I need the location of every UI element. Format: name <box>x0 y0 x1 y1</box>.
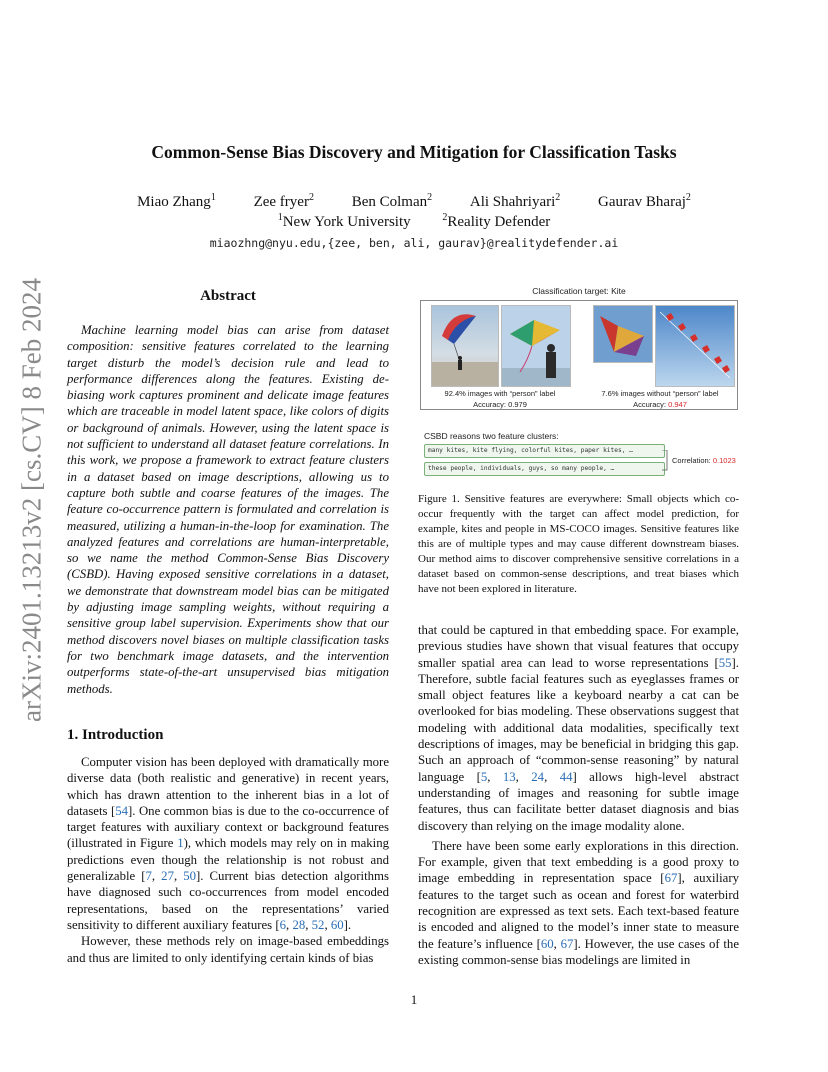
with-person-caption: 92.4% images with “person” label <box>444 389 556 398</box>
kite-person-photo <box>501 305 571 387</box>
citation-link[interactable]: 60 <box>330 917 344 932</box>
citation-link[interactable]: 24 <box>531 769 545 784</box>
author: Gaurav Bharaj$^2$ <box>598 192 691 210</box>
figure-link[interactable]: 1 <box>177 836 184 851</box>
figure-caption: Figure 1. Sensitive features are everywhere: Small objects which co-occur frequently with the target can affect model prediction, for example, kites and people in MS-COCO images. Sensitive features like this are of multiple types and may cause different downstream biases. Our method aims to discover comprehensive sensitive correlations in a dataset based on common-sense descriptions, and treat biases which have not been explored in literature. <box>418 493 739 595</box>
citation-link[interactable]: 6 <box>279 917 287 932</box>
paragraph: There have been some early explorations in this direction. For example, given that text embedding is a good proxy to image embedding in representation space [67], auxiliary features to the target such as ocean and forest for waterbird recognition are expressed as text sets. Each text-based feature is encoded and aligned to the model’s inner state to measure the feature’s influence [60, 67]. However, the use cases of the existing common-sense bias modelings are limited in <box>418 838 740 967</box>
citation-link[interactable]: 5 <box>480 769 488 784</box>
introduction-right-text <box>418 622 739 968</box>
citation-link[interactable]: 44 <box>559 769 573 784</box>
author: Zee fryer$^2$ <box>253 192 314 210</box>
citation-link[interactable]: 67 <box>560 936 574 951</box>
page-number: 1 <box>410 992 418 1007</box>
abstract-text: Machine learning model bias can arise from dataset composition: sensitive features correlated to the learning target disturb the model’s decision rule and lead to performance differences along the features. Existing de-biasing work captures prominent and delicate image features which are traceable in model latent space, like colors of digits or background of animals. However, using the latent space is not sufficient to understand all dataset feature correlations. In this work, we propose a framework to extract feature clusters in a dataset based on image descriptions, allowing us to capture both subtle and coarse features of the images. The feature co-occurrence pattern is formulated and correlation is measured, utilizing a human-in-the-loop for examination. The analyzed features and correlations are human-interpretable, so we name the method Common-Sense Bias Discovery (CSBD). Having exposed sensitive correlations in a dataset, we demonstrate that downstream model bias can be mitigated by adjusting image sampling weights, without requiring a sensitive group label supervision. Experiments show that our method discovers novel biases on multiple classification tasks for two benchmark image datasets, and the intervention outperforms state-of-the-art unsupervised bias mitigation methods. <box>67 323 389 696</box>
citation-link[interactable]: 67 <box>664 871 678 886</box>
citation-link[interactable]: 50 <box>183 869 197 884</box>
citation-link[interactable]: 52 <box>311 917 325 932</box>
citation-link[interactable]: 13 <box>502 769 516 784</box>
author-emails: miaozhng@nyu.edu,{zee, ben, ali, gaurav}@realitydefender.ai <box>209 236 619 250</box>
without-person-caption: 7.6% images without “person” label <box>601 389 719 398</box>
cluster-bracket <box>662 450 672 472</box>
citation-link[interactable]: 28 <box>292 917 306 932</box>
section-heading-introduction: 1. Introduction <box>67 727 164 743</box>
figure-example-panel <box>420 300 738 410</box>
citation-link[interactable]: 55 <box>718 655 732 670</box>
affiliation: $^2$Reality Defender <box>442 212 551 230</box>
citation-link[interactable]: 7 <box>145 869 152 884</box>
red-kite-photo <box>593 305 653 363</box>
figure-target-label: Classification target: Kite <box>532 286 626 296</box>
arxiv-identifier: arXiv:2401.13213v2 [cs.CV] 8 Feb 2024 <box>16 278 47 722</box>
paragraph: However, these methods rely on image-based embeddings and thus are limited to only identifying certain kinds of bias <box>67 934 389 965</box>
paragraph: Computer vision has been deployed with dramatically more diverse data (both realistic and generative) in recent years, which has drawn attention to the inherent bias in a lot of datasets [54]. One common bias is due to the co-occurrence of target features with auxiliary context or background features (illustrated in Figure 1), which models may rely on in making predictions even though the relationship is not robust and generalizable [7, 27, 50]. Current bias detection algorithms have diagnosed such co-occurrences from model encoded representations, based on the representations’ varied sensitivity to different auxiliary features [6, 28, 52, 60]. <box>67 755 389 932</box>
citation-link[interactable]: 60 <box>540 936 554 951</box>
paper-title: Common-Sense Bias Discovery and Mitigation for Classification Tasks <box>151 142 677 162</box>
feature-cluster-people: these people, individuals, guys, so many people, … <box>424 462 665 476</box>
author: Miao Zhang$^1$ <box>137 192 216 210</box>
kite-beach-photo <box>431 305 499 387</box>
figure-1 <box>418 286 740 476</box>
kite-string-photo <box>655 305 735 387</box>
author: Ben Colman$^2$ <box>351 192 433 210</box>
citation-link[interactable]: 27 <box>161 869 174 884</box>
correlation-value: Correlation: 0.1023 <box>672 456 736 465</box>
affiliations <box>0 214 828 231</box>
feature-cluster-kites: many kites, kite flying, colorful kites, paper kites, … <box>424 444 665 458</box>
without-person-accuracy: Accuracy: 0.947 <box>633 400 687 409</box>
citation-link[interactable]: 54 <box>115 803 129 818</box>
author: Ali Shahriyari$^2$ <box>469 192 561 210</box>
csbd-clusters-title: CSBD reasons two feature clusters: <box>424 431 559 441</box>
author-list <box>0 194 828 211</box>
with-person-accuracy: Accuracy: 0.979 <box>473 400 527 409</box>
abstract-heading: Abstract <box>200 288 256 304</box>
affiliation: $^1$New York University <box>277 212 411 230</box>
paragraph: that could be captured in that embedding space. For example, previous studies have shown that visual features that occupy smaller spatial area can lead to worse representations [55]. Therefore, subtle facial features such as eyeglasses frames or small object features like a keyboard nearby a cat can be overlooked for bias modeling. These observations suggest that modeling with additional data modalities, specifically text descriptions of images, may be beneficial in bridging this gap. Such an approach of “common-sense reasoning” by natural language [5, 13, 24, 44] allows high-level abstract understanding of images and reasoning for subtle image features, thus can facilitate better dataset diagnosis and bias discovery than relying on the image modality alone. <box>418 623 740 833</box>
introduction-left-text <box>67 754 389 966</box>
